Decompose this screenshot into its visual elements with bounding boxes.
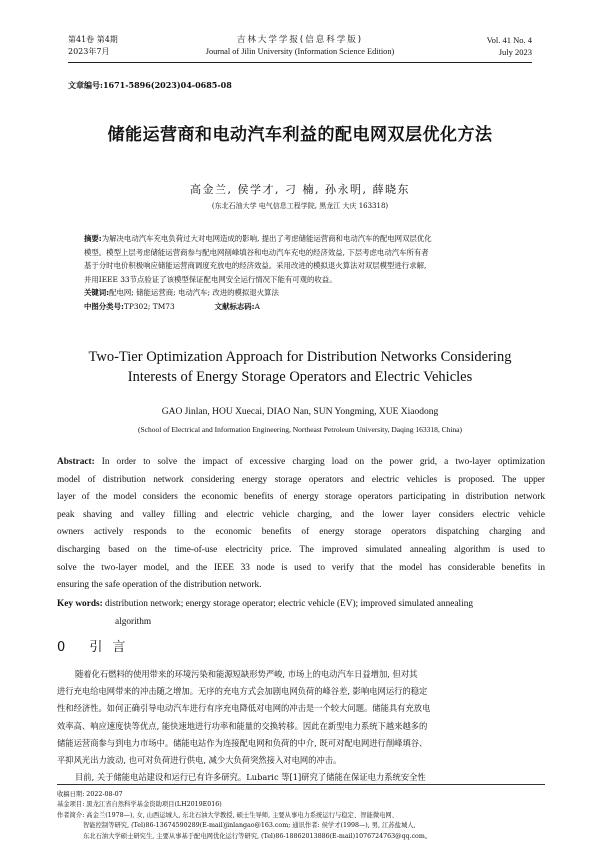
title-en-line: Two-Tier Optimization Approach for Distribution Networks Considering	[88, 349, 512, 365]
footnote-line: 基金项目: 黑龙江省自然科学基金资助项目(LH2019E016)	[57, 801, 222, 809]
body-line: 平抑风光出力波动, 也可对负荷进行供电, 减少大负荷突然接入对电网的冲击。	[57, 755, 342, 766]
abstract-en-line: ensuring the safe operation of the distribution network.	[57, 580, 262, 591]
title-en-line: Interests of Energy Storage Operators and Electric Vehicles	[127, 369, 473, 385]
affiliation-zh: (东北石油大学 电气信息工程学院, 黑龙江 大庆 163318)	[211, 202, 389, 210]
date-zh: 2023年7月	[68, 47, 110, 56]
volume-issue-en: Vol. 41 No. 4	[486, 35, 532, 45]
section-title: 引言	[89, 640, 136, 655]
body-line: 性和经济性。如何正确引导电动汽车进行有序充电降低对电网的冲击是一个较大问题。储能具有充放电	[57, 703, 431, 714]
body-line: 随着化石燃料的使用带来的环境污染和能源短缺形势严峻, 市场上的电动汽车日益增加, 但对其	[75, 669, 418, 679]
abstract-zh	[84, 232, 524, 300]
date-en: July 2023	[498, 47, 532, 57]
abstract-en-line: model of distribution network considering energy storage operators and electric vehicles is proposed. The upper	[57, 474, 545, 485]
footnotes	[57, 790, 545, 842]
keywords-en-label: Key words:	[57, 599, 103, 609]
abstract-en-label: Abstract:	[57, 457, 95, 467]
footnote-line: 收稿日期: 2022-08-07	[57, 791, 123, 798]
body-line: 进行充电给电网带来的冲击随之增加。无序的充电方式会加剧电网负荷的峰谷差, 影响电网运行的稳定	[57, 686, 428, 697]
keywords-en: Key words: distribution network; energy storage operator; electric vehicle (EV); improved simulated annealing algorithm	[57, 599, 474, 627]
abstract-zh-line: 基于分时电价积极响应储能运营商调度充放电的经济效益。采用改进的模拟退火算法对双层模型进行求解,	[84, 261, 427, 271]
abstract-en-line: discharging based on the time-of-use electricity price. The improved simulated annealing algorithm is used to	[57, 544, 545, 555]
body-line: 储能运营商参与到电力市场中。储能电站作为连接配电网和负荷的中介, 既可对配电网进行削峰填谷、	[57, 737, 428, 748]
body-line: 目前, 关于储能电站建设和运行已有许多研究。Lubaric 等[1]研究了储能在保证电力系统安全性	[75, 772, 426, 783]
body-text	[57, 666, 545, 786]
keywords-zh: 关键词:配电网; 储能运营商; 电动汽车; 改进的模拟退火算法	[84, 288, 279, 298]
authors-en: GAO Jinlan, HOU Xuecai, DIAO Nan, SUN Yongming, XUE Xiaodong	[161, 407, 439, 417]
section-number: 0	[57, 640, 76, 655]
clc-value: TP302; TM73	[123, 302, 175, 311]
header-right	[487, 34, 532, 58]
abstract-en-line: Abstract: In order to solve the impact of excessive charging load on the power grid, a two-layer optimization	[57, 457, 545, 467]
abstract-zh-line: 并用IEEE 33节点验证了该模型保证配电网安全运行情况下能有可观的收益。	[84, 274, 337, 284]
abstract-en	[57, 454, 545, 595]
doc-code-value: A	[254, 302, 260, 311]
abstract-zh-label: 摘要:	[84, 234, 102, 243]
header-divider	[68, 62, 532, 63]
title-zh: 储能运营商和电动汽车利益的配电网双层优化方法	[107, 125, 493, 145]
body-line: 效率高、响应速度快等优点, 能快速地进行功率和能量的交换转移。因此在新型电力系统下越来越多的	[57, 720, 428, 731]
abstract-en-line: owners actively responds to the economic benefits of energy storage operators dispatching charging and	[57, 527, 545, 538]
affiliation-en: (School of Electrical and Information Engineering, Northeast Petroleum University, Daqing 163318, China)	[137, 425, 463, 434]
article-number: 文章编号:1671-5896(2023)04-0685-08	[68, 80, 232, 90]
title-en	[0, 347, 600, 387]
abstract-en-line: peak shaving and valley filling and electric vehicle charging, and the lower layer considers electric vehicle	[57, 509, 545, 520]
clc-label: 中图分类号:	[84, 302, 124, 311]
abstract-en-line: layer of the model considers the economic benefits of energy storage operators participating in distribution network	[57, 492, 545, 503]
footnote-line: 东北石油大学硕士研究生, 主要从事基于配电网优化运行等研究, (Tel)86-18862013886(E-mail)1076724763@qq.com。	[83, 832, 432, 840]
section-heading	[57, 636, 135, 655]
abstract-zh-line: 摘要:为解决电动汽车充电负荷过大对电网造成的影响, 提出了考虑储能运营商和电动汽车的配电网双层优化	[84, 234, 432, 243]
keywords-zh-label: 关键词:	[84, 288, 110, 298]
journal-name-zh: 吉林大学学报(信息科学版)	[236, 35, 364, 45]
header-center	[68, 34, 532, 58]
footnote-line: 智能控制等研究, (Tel)86-13674590289(E-mail)jinlangao@163.com; 通讯作者: 侯学才(1998—), 男, 江苏盐城人,	[83, 822, 416, 830]
abstract-en-line: solve the two-layer model, and the IEEE 33 node is used to verify that the model has considerable benefits in	[57, 562, 545, 573]
journal-name-en: Journal of Jilin University (Information Science Edition)	[205, 47, 395, 56]
footnote-divider	[57, 784, 545, 785]
volume-issue-zh: 第41卷 第4期	[68, 35, 118, 44]
footnote-line: 作者简介: 高金兰(1978—), 女, 山西运城人, 东北石油大学教授, 硕士生导师, 主要从事电力系统运行与稳定、智能微电网、	[57, 811, 399, 819]
abstract-zh-line: 模型。模型上层考虑储能运营商参与配电网削峰填谷和电动汽车充电的经济效益, 下层考虑电动汽车所有者	[84, 247, 429, 257]
authors-zh: 高金兰, 侯学才, 刁 楠, 孙永明, 薛晓东	[190, 183, 410, 196]
doc-code-label: 文献标志码:	[214, 302, 255, 311]
classification-row	[84, 301, 260, 312]
